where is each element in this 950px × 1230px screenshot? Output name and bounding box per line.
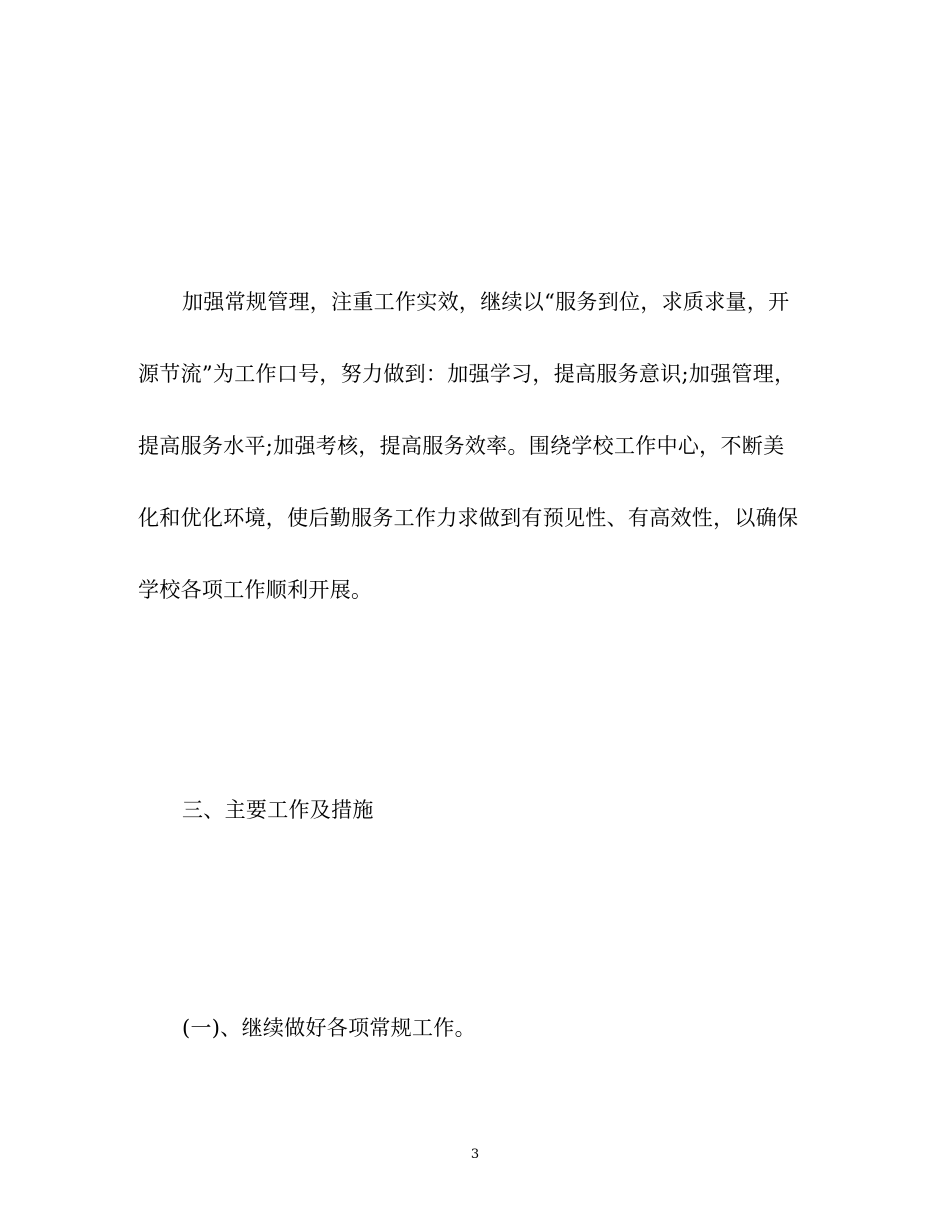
subsection-heading: (一)、继续做好各项常规工作。 — [182, 1016, 476, 1040]
paragraph-line-3: 提高服务水平;加强考核，提高服务效率。围绕学校工作中心，不断美 — [138, 434, 785, 458]
page-number: 3 — [470, 1147, 480, 1162]
paragraph-line-2: 源节流”为工作口号，努力做到：加强学习，提高服务意识;加强管理， — [138, 362, 796, 386]
paragraph-line-1: 加强常规管理，注重工作实效，继续以“服务到位，求质求量，开 — [182, 290, 790, 314]
section-heading: 三、主要工作及措施 — [182, 798, 374, 822]
paragraph-line-4: 化和优化环境，使后勤服务工作力求做到有预见性、有高效性，以确保 — [138, 506, 799, 530]
paragraph-line-5: 学校各项工作顺利开展。 — [138, 578, 373, 602]
